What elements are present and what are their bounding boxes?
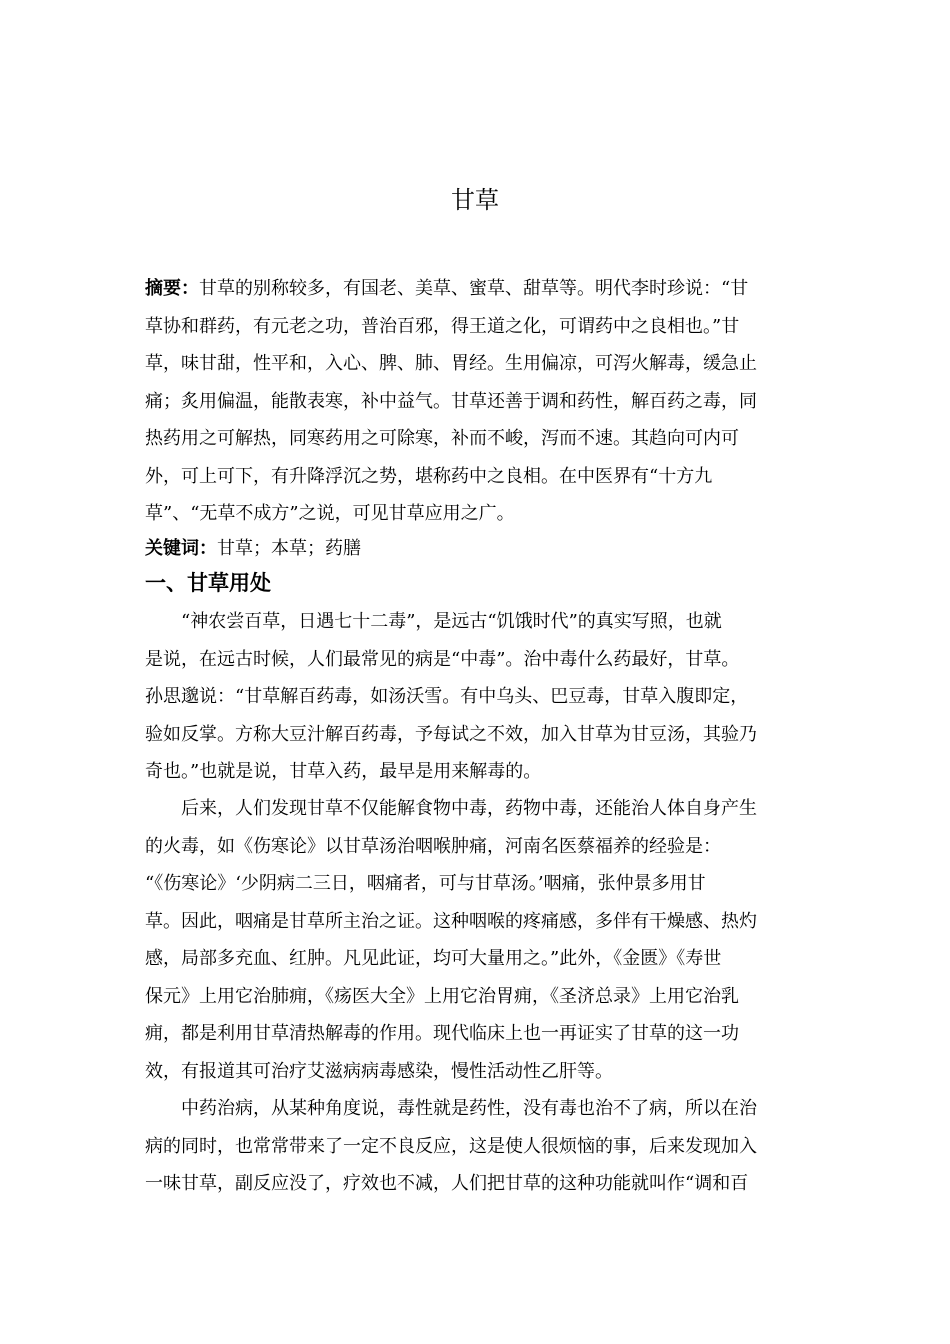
keywords-label: 关键词： [145,538,217,559]
paragraph-line: 草。因此，咽痛是甘草所主治之证。这种咽喉的疼痛感，多伴有干燥感、热灼 [145,910,757,932]
abstract-label: 摘要： [145,278,199,299]
paragraph-line: 保元》上用它治肺痈，《疡医大全》上用它治胃痈，《圣济总录》上用它治乳 [145,985,739,1007]
paragraph-line: 奇也。”也就是说，甘草入药，最早是用来解毒的。 [145,761,542,782]
paragraph-line: 验如反掌。方称大豆汁解百药毒，予每试之不效，加入甘草为甘豆汤，其验乃 [145,723,757,745]
paragraph-line: 感，局部多充血、红肿。凡见此证，均可大量用之。”此外，《金匮》《寿世 [145,948,722,969]
paragraph-line: 后来，人们发现甘草不仅能解食物中毒，药物中毒，还能治人体自身产生 [145,798,757,819]
body-paragraph-2 [145,790,800,1090]
abstract-line: 草，味甘甜，性平和，入心、脾、肺、胃经。生用偏凉，可泻火解毒，缓急止 [145,353,757,374]
paragraph-line: “《伤寒论》‘少阴病二三日，咽痛者，可与甘草汤。’咽痛，张仲景多用甘 [145,873,706,894]
abstract-line: 草”、“无草不成方”之说，可见甘草应用之广。 [145,503,515,524]
paragraph-line: 的火毒，如《伤寒论》以甘草汤治咽喉肿痛，河南名医蔡福养的经验是： [145,835,721,857]
document-title: 甘草 [451,186,499,214]
section-heading: 一、甘草用处 [145,571,271,595]
paragraph-line: 效，有报道其可治疗艾滋病病毒感染，慢性活动性乙肝等。 [145,1060,613,1082]
paragraph-line: 孙思邈说：“甘草解百药毒，如汤沃雪。有中乌头、巴豆毒，甘草入腹即定， [145,686,749,707]
paragraph-line: “神农尝百草，日遇七十二毒”，是远古“饥饿时代”的真实写照，也就 [145,611,722,632]
keywords-text: 甘草；本草；药膳 [217,538,361,559]
abstract-paragraph [145,270,800,533]
paragraph-line: 病的同时，也常常带来了一定不良反应，这是使人很烦恼的事，后来发现加入 [145,1135,757,1157]
keywords-line [145,533,361,565]
abstract-line: 摘要：甘草的别称较多，有国老、美草、蜜草、甜草等。明代李时珍说：“甘 [145,278,749,299]
paragraph-line: 是说，在远古时候，人们最常见的病是“中毒”。治中毒什么药最好，甘草。 [145,648,740,670]
abstract-line: 痛；炙用偏温，能散表寒，补中益气。甘草还善于调和药性，解百药之毒，同 [145,390,757,412]
body-paragraph-3 [145,1090,800,1203]
paragraph-line: 痈，都是利用甘草清热解毒的作用。现代临床上也一再证实了甘草的这一功 [145,1023,739,1044]
abstract-line: 热药用之可解热，同寒药用之可除寒，补而不峻，泻而不速。其趋向可内可 [145,428,739,449]
paragraph-line: 中药治病，从某种角度说，毒性就是药性，没有毒也治不了病，所以在治 [145,1098,757,1119]
body-paragraph-1 [145,603,800,791]
paragraph-line: 一味甘草，副反应没了，疗效也不减，人们把甘草的这种功能就叫作“调和百 [145,1173,749,1194]
abstract-line: 草协和群药，有元老之功，普治百邪，得王道之化，可谓药中之良相也。”甘 [145,315,740,337]
abstract-line: 外，可上可下，有升降浮沉之势，堪称药中之良相。在中医界有“十方九 [145,465,713,487]
